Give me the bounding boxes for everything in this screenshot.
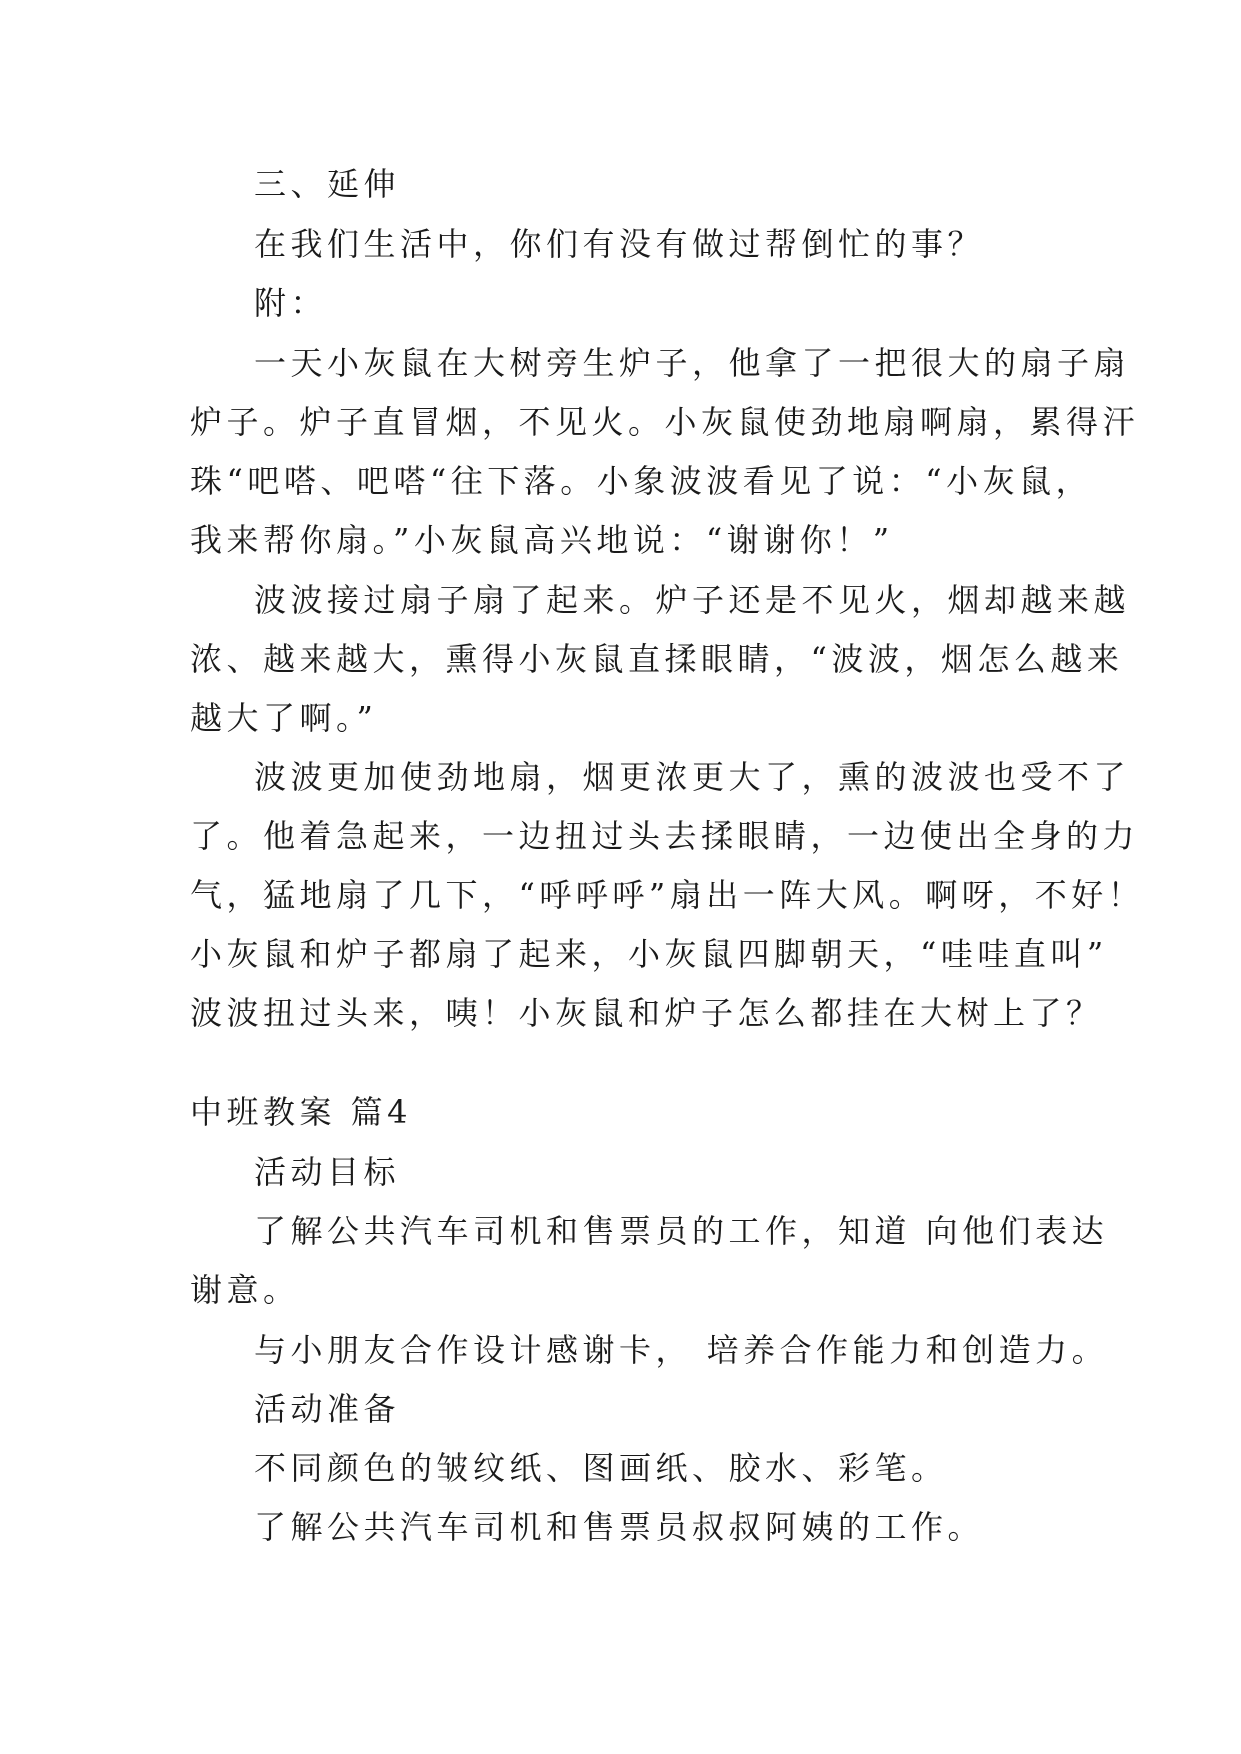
appendix-label: 附： <box>254 284 328 322</box>
story-paragraph-3-line-5: 波波扭过头来，咦！小灰鼠和炉子怎么都挂在大树上了？ <box>190 994 1103 1032</box>
goal-1-line-1: 了解公共汽车司机和售票员的工作，知道 向他们表达 <box>254 1212 1109 1250</box>
story-paragraph-2-line-3: 越大了啊。” <box>190 699 378 737</box>
story-paragraph-3-line-2: 了。他着急起来，一边扭过头去揉眼睛，一边使出全身的力 <box>190 817 1140 855</box>
prep-heading: 活动准备 <box>254 1390 401 1428</box>
section-question: 在我们生活中，你们有没有做过帮倒忙的事？ <box>254 225 985 263</box>
lesson-title: 中班教案 篇4 <box>190 1093 413 1131</box>
story-paragraph-2-line-2: 浓、越来越大，熏得小灰鼠直揉眼睛，“波波，烟怎么越来 <box>190 640 1124 678</box>
prep-item-1: 不同颜色的皱纹纸、图画纸、胶水、彩笔。 <box>254 1449 948 1487</box>
goal-2: 与小朋友合作设计感谢卡， 培养合作能力和创造力。 <box>254 1331 1109 1369</box>
story-paragraph-2-line-1: 波波接过扇子扇了起来。炉子还是不见火，烟却越来越 <box>254 581 1131 619</box>
story-paragraph-3-line-3: 气，猛地扇了几下，“呼呼呼”扇出一阵大风。啊呀，不好！ <box>190 876 1145 914</box>
story-paragraph-1-line-3: 珠“吧嗒、吧嗒“往下落。小象波波看见了说：“小灰鼠， <box>190 462 1093 500</box>
goal-1-line-2: 谢意。 <box>190 1271 300 1309</box>
story-paragraph-3-line-1: 波波更加使劲地扇，烟更浓更大了，熏的波波也受不了 <box>254 758 1131 796</box>
story-paragraph-1-line-4: 我来帮你扇。”小灰鼠高兴地说：“谢谢你！” <box>190 521 894 559</box>
story-paragraph-1-line-1: 一天小灰鼠在大树旁生炉子，他拿了一把很大的扇子扇 <box>254 344 1131 382</box>
goals-heading: 活动目标 <box>254 1153 401 1191</box>
section-heading: 三、延伸 <box>254 165 401 203</box>
story-paragraph-1-line-2: 炉子。炉子直冒烟，不见火。小灰鼠使劲地扇啊扇，累得汗 <box>190 403 1140 441</box>
story-paragraph-3-line-4: 小灰鼠和炉子都扇了起来，小灰鼠四脚朝天，“哇哇直叫” <box>190 935 1108 973</box>
prep-item-2: 了解公共汽车司机和售票员叔叔阿姨的工作。 <box>254 1508 985 1546</box>
